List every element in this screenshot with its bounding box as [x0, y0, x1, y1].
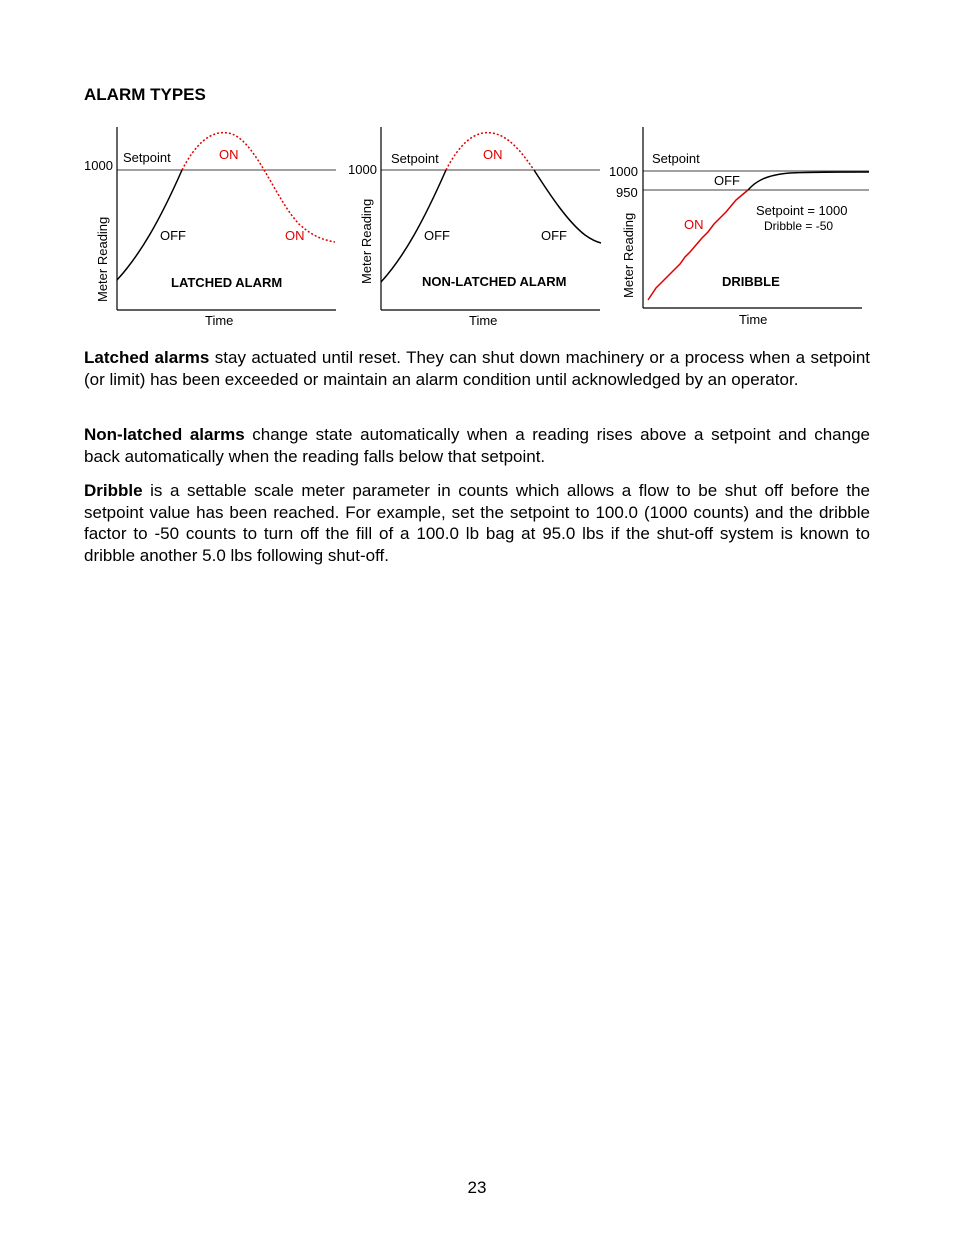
setpoint-note: Setpoint = 1000	[756, 203, 848, 218]
term-non-latched: Non-latched alarms	[84, 425, 245, 444]
latched-alarm-diagram	[84, 127, 336, 328]
section-heading: ALARM TYPES	[84, 85, 206, 104]
x-axis-label: Time	[205, 313, 234, 328]
tick-label-1000: 1000	[609, 164, 638, 179]
diagram-title: NON-LATCHED ALARM	[422, 274, 567, 289]
reading-curve-off	[748, 172, 869, 190]
text-latched: stay actuated until reset. They can shut down machinery or a process when a setpoint (or limit) has been exceeded or maintain an alarm condition until acknowledged by an operator.	[84, 348, 870, 389]
tick-label-1000: 1000	[84, 158, 113, 173]
non-latched-alarm-diagram	[348, 127, 601, 328]
diagram-title: LATCHED ALARM	[171, 275, 283, 290]
alarm-types-diagrams	[0, 0, 954, 340]
x-axis-label: Time	[739, 312, 768, 327]
setpoint-label: Setpoint	[123, 150, 171, 165]
paragraph-latched	[84, 347, 870, 390]
on-label-top: ON	[219, 147, 239, 162]
term-dribble: Dribble	[84, 481, 143, 500]
on-label: ON	[684, 217, 704, 232]
on-label-right: ON	[285, 228, 305, 243]
diagram-title: DRIBBLE	[722, 274, 780, 289]
page-number: 23	[467, 1178, 487, 1197]
on-label-top: ON	[483, 147, 503, 162]
paragraph-dribble	[84, 480, 870, 567]
off-label: OFF	[160, 228, 186, 243]
tick-label-1000: 1000	[348, 162, 377, 177]
term-latched: Latched alarms	[84, 348, 210, 367]
off-label-left: OFF	[424, 228, 450, 243]
y-axis-label: Meter Reading	[359, 198, 374, 284]
tick-label-950: 950	[616, 185, 638, 200]
dribble-diagram	[609, 127, 869, 327]
y-axis-label: Meter Reading	[95, 216, 110, 302]
setpoint-label: Setpoint	[652, 151, 700, 166]
y-axis-label: Meter Reading	[621, 212, 636, 298]
x-axis-label: Time	[469, 313, 498, 328]
paragraph-non-latched	[84, 424, 870, 467]
reading-curve-on	[182, 133, 335, 242]
reading-curve-rise-off	[381, 170, 446, 282]
dribble-note: Dribble = -50	[764, 219, 834, 233]
setpoint-label: Setpoint	[391, 151, 439, 166]
text-non-latched: change state automatically when a reading rises above a setpoint and change back automatically when the reading falls below that setpoint.	[84, 425, 870, 466]
text-dribble: is a settable scale meter parameter in counts which allows a flow to be shut off before the setpoint value has been reached. For example, set the setpoint to 100.0 (1000 counts) and the dribble factor to -50 counts to turn off the fill of a 100.0 lb bag at 95.0 lbs if the shut-off system is known to dribble another 5.0 lbs following shut-off.	[84, 481, 870, 566]
off-label-right: OFF	[541, 228, 567, 243]
reading-curve-off	[117, 170, 182, 280]
off-label: OFF	[714, 173, 740, 188]
